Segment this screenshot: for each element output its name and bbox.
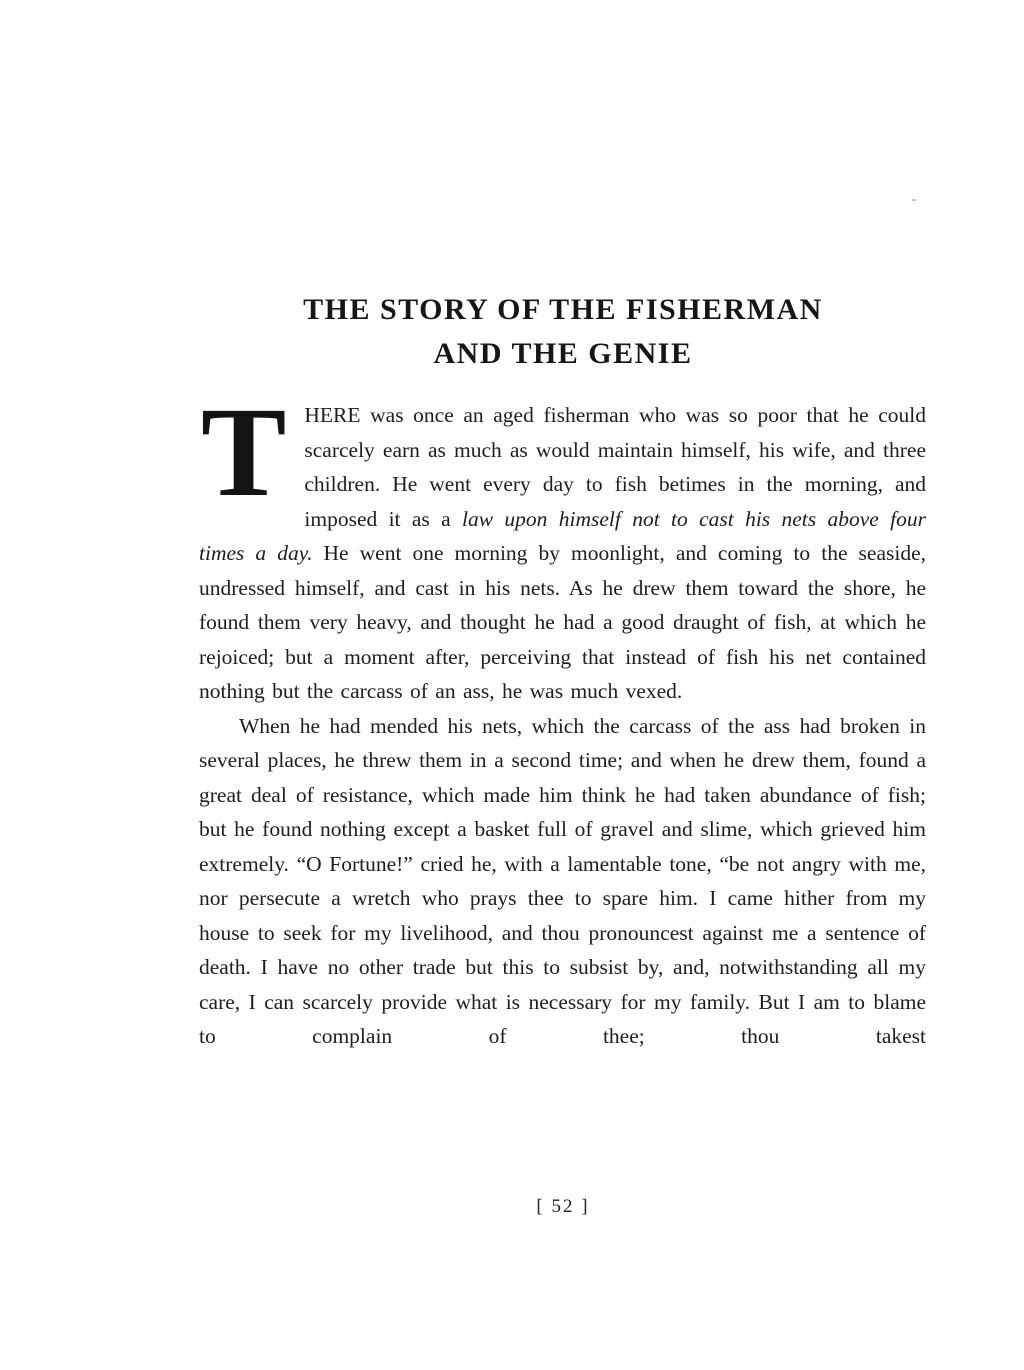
scan-artifact-speck	[912, 199, 916, 201]
paragraph-1-italic-phrase: law upon himself not to cast his nets above four times a day.	[199, 506, 926, 565]
chapter-title	[200, 288, 926, 376]
paragraph-1-lead: HERE was once an aged fisherman who was so poor that he could scarcely earn as much as would maintain himself, his wife, and three children. He went every day to fish betimes in the morning, and imposed it as a	[304, 403, 926, 531]
paragraph-1-rest: He went one morning by moonlight, and coming to the seaside, undressed himself, and cast in his nets. As he drew them toward the shore, he found them very heavy, and thought he had a good draught of fish, at which he rejoiced; but a moment after, perceiving that instead of fish his net contained nothing but the carcass of an ass, he was much vexed.	[199, 541, 926, 703]
chapter-title-line2: AND THE GENIE	[433, 337, 693, 370]
body-text	[199, 381, 926, 1054]
chapter-title-line1: THE STORY OF THE FISHERMAN	[303, 293, 823, 326]
page-number: [ 52 ]	[536, 1196, 590, 1217]
drop-cap-letter: T	[201, 381, 287, 523]
paragraph-2: When he had mended his nets, which the carcass of the ass had broken in several places, he threw them in a second time; and when he drew them, found a great deal of resistance, which made him think he had taken abundance of fish; but he found nothing except a basket full of gravel and slime, which grieved him extremely. “O Fortune!” cried he, with a lamentable tone, “be not angry with me, nor persecute a wretch who prays thee to spare him. I came hither from my house to seek for my livelihood, and thou pronouncest against me a sentence of death. I have no other trade but this to subsist by, and, notwithstanding all my care, I can scarcely provide what is necessary for my family. But I am to blame to complain of thee; thou takest	[199, 713, 926, 1048]
paragraph-1	[199, 381, 926, 709]
